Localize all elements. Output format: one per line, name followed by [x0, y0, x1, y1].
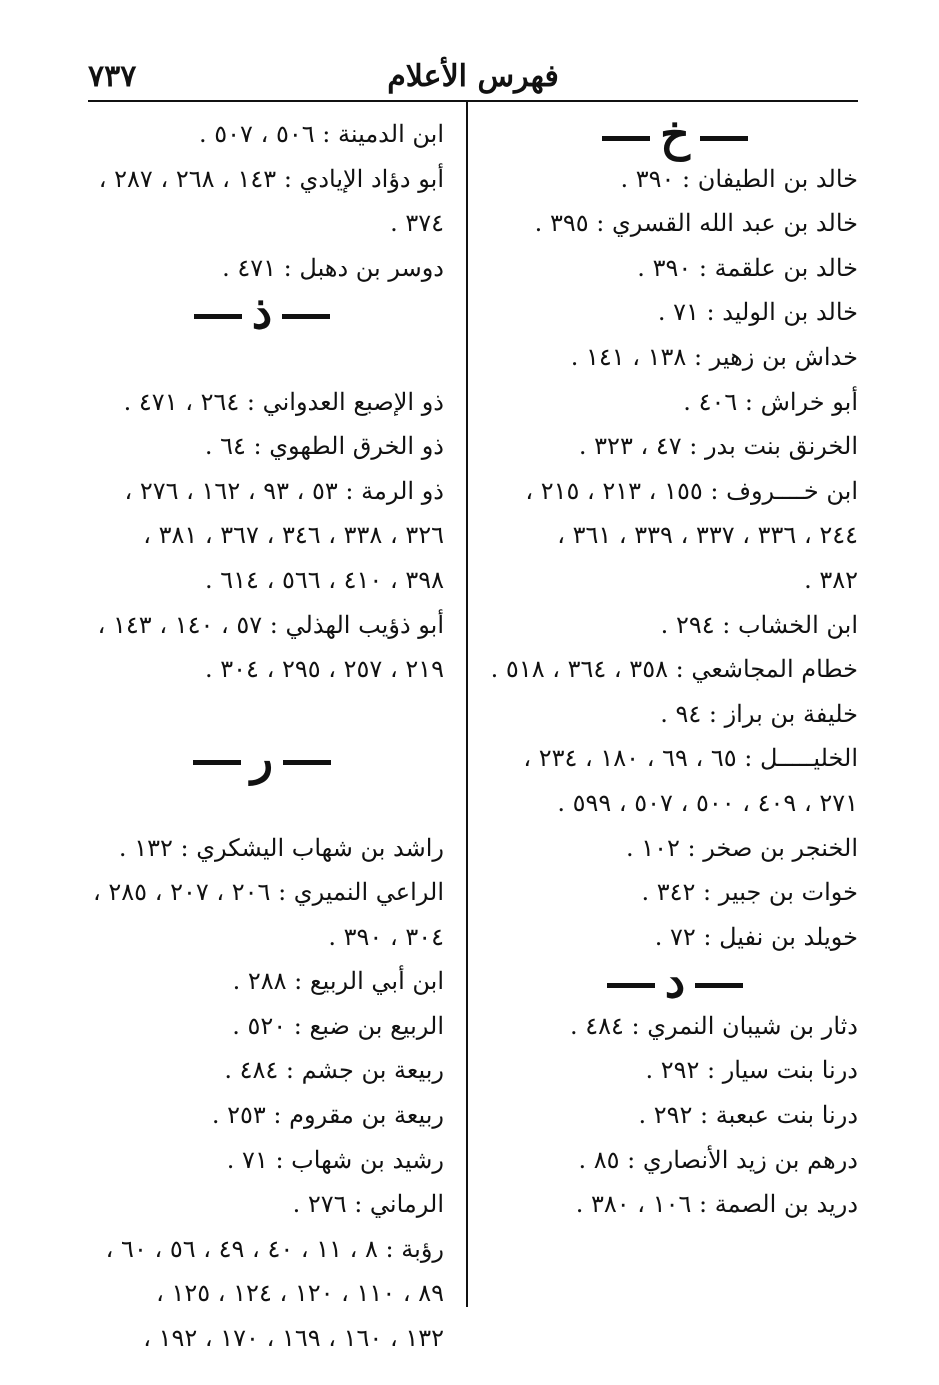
index-line: ابن أبي الربيع : ٢٨٨ . — [232, 967, 444, 996]
header-rule — [88, 100, 858, 102]
index-line: أبو دؤاد الإيادي : ١٤٣ ، ٢٦٨ ، ٢٨٧ ، — [98, 164, 444, 193]
index-line: ربيعة بن جشم : ٤٨٤ . — [224, 1056, 444, 1085]
index-line: ذو الرمة : ٥٣ ، ٩٣ ، ١٦٢ ، ٢٧٦ ، — [124, 476, 444, 505]
index-line: أبو ذؤيب الهذلي : ٥٧ ، ١٤٠ ، ١٤٣ ، — [97, 610, 444, 639]
heading-dash — [700, 136, 748, 141]
index-line: دوسر بن دهبل : ٤٧١ . — [222, 253, 444, 282]
left-column — [80, 112, 444, 1361]
page-number: ٧٣٧ — [88, 59, 137, 94]
index-line: ابن خــــروف : ١٥٥ ، ٢١٣ ، ٢١٥ ، — [525, 476, 858, 505]
heading-letter: د — [664, 954, 686, 1009]
index-line: خويلد بن نفيل : ٧٢ . — [654, 922, 858, 951]
index-line: ٣٩٨ ، ٤١٠ ، ٥٦٦ ، ٦١٤ . — [205, 565, 444, 594]
running-title: فهرس الأعلام — [387, 59, 559, 94]
index-line: ٣٢٦ ، ٣٣٨ ، ٣٤٦ ، ٣٦٧ ، ٣٨١ ، — [143, 521, 444, 550]
index-line: ٣٠٤ ، ٣٩٠ . — [328, 922, 444, 951]
index-line — [80, 692, 444, 737]
letter-heading — [492, 107, 858, 161]
letter-heading — [80, 285, 444, 340]
index-line: الخرنق بنت بدر : ٤٧ ، ٣٢٣ . — [578, 432, 858, 461]
index-line: الراعي النميري : ٢٠٦ ، ٢٠٧ ، ٢٨٥ ، — [93, 878, 444, 907]
heading-dash — [282, 314, 330, 319]
heading-dash — [695, 983, 743, 988]
index-line: ٣٧٤ . — [390, 209, 444, 238]
index-line: خطام المجاشعي : ٣٥٨ ، ٣٦٤ ، ٥١٨ . — [490, 655, 858, 684]
index-line: خداش بن زهير : ١٣٨ ، ١٤١ . — [570, 342, 858, 371]
index-line: درنا بنت سيار : ٢٩٢ . — [645, 1056, 858, 1085]
index-line: دثار بن شيبان النمري : ٤٨٤ . — [569, 1011, 858, 1040]
heading-letter: خ — [660, 107, 690, 161]
index-line: الخليـــــل : ٦٥ ، ٦٩ ، ١٨٠ ، ٢٣٤ ، — [523, 744, 858, 773]
index-line: خالد بن علقمة : ٣٩٠ . — [637, 253, 858, 282]
index-line: ابن الخشاب : ٢٩٤ . — [660, 610, 858, 639]
index-line: ذو الإصبع العدواني : ٢٦٤ ، ٤٧١ . — [123, 387, 444, 416]
index-line: دريد بن الصمة : ١٠٦ ، ٣٨٠ . — [575, 1190, 858, 1219]
heading-dash — [602, 136, 650, 141]
index-line — [80, 781, 444, 826]
index-line: رشيد بن شهاب : ٧١ . — [226, 1145, 444, 1174]
index-line: ذو الخرق الطهوي : ٦٤ . — [204, 432, 444, 461]
right-column — [490, 107, 858, 1227]
page-header — [88, 55, 858, 101]
heading-dash — [283, 760, 331, 765]
index-line: خليفة بن براز : ٩٤ . — [660, 699, 858, 728]
index-line: ٢٤٤ ، ٣٣٦ ، ٣٣٧ ، ٣٣٩ ، ٣٦١ ، — [557, 521, 858, 550]
index-line: ١٣٢ ، ١٦٠ ، ١٦٩ ، ١٧٠ ، ١٩٢ ، — [143, 1324, 444, 1353]
index-line: درهم بن زيد الأنصاري : ٨٥ . — [578, 1145, 858, 1174]
index-line: ابن الدمينة : ٥٠٦ ، ٥٠٧ . — [199, 120, 444, 148]
index-line: درنا بنت عبعبة : ٢٩٢ . — [638, 1101, 858, 1130]
index-line: خالد بن الوليد : ٧١ . — [657, 298, 858, 327]
heading-letter: ر — [250, 731, 274, 786]
heading-dash — [194, 314, 242, 319]
index-line: ٨٩ ، ١١٠ ، ١٢٠ ، ١٢٤ ، ١٢٥ ، — [156, 1279, 444, 1308]
column-divider — [466, 102, 468, 1307]
index-line: خالد بن الطيفان : ٣٩٠ . — [620, 164, 858, 193]
letter-heading — [80, 731, 444, 786]
index-line: ربيعة بن مقروم : ٢٥٣ . — [211, 1101, 444, 1130]
index-line: الربيع بن ضبع : ٥٢٠ . — [232, 1011, 444, 1040]
heading-letter: ذ — [251, 285, 273, 340]
index-line: خوات بن جبير : ٣٤٢ . — [641, 878, 858, 907]
index-line: الرماني : ٢٧٦ . — [292, 1190, 444, 1219]
index-line: راشد بن شهاب اليشكري : ١٣٢ . — [118, 833, 444, 862]
index-line: خالد بن عبد الله القسري : ٣٩٥ . — [534, 209, 858, 238]
heading-dash — [193, 760, 241, 765]
index-line: الخنجر بن صخر : ١٠٢ . — [625, 833, 858, 862]
index-line: رؤبة : ٨ ، ١١ ، ٤٠ ، ٤٩ ، ٥٦ ، ٦٠ ، — [105, 1234, 444, 1263]
heading-dash — [607, 983, 655, 988]
index-line — [80, 335, 444, 380]
letter-heading — [492, 954, 858, 1009]
index-line: ٢٧١ ، ٤٠٩ ، ٥٠٠ ، ٥٠٧ ، ٥٩٩ . — [557, 788, 858, 817]
index-line: أبو خراش : ٤٠٦ . — [683, 387, 858, 416]
index-line: ٣٨٢ . — [804, 565, 858, 594]
index-line: ٢١٩ ، ٢٥٧ ، ٢٩٥ ، ٣٠٤ . — [205, 655, 444, 684]
